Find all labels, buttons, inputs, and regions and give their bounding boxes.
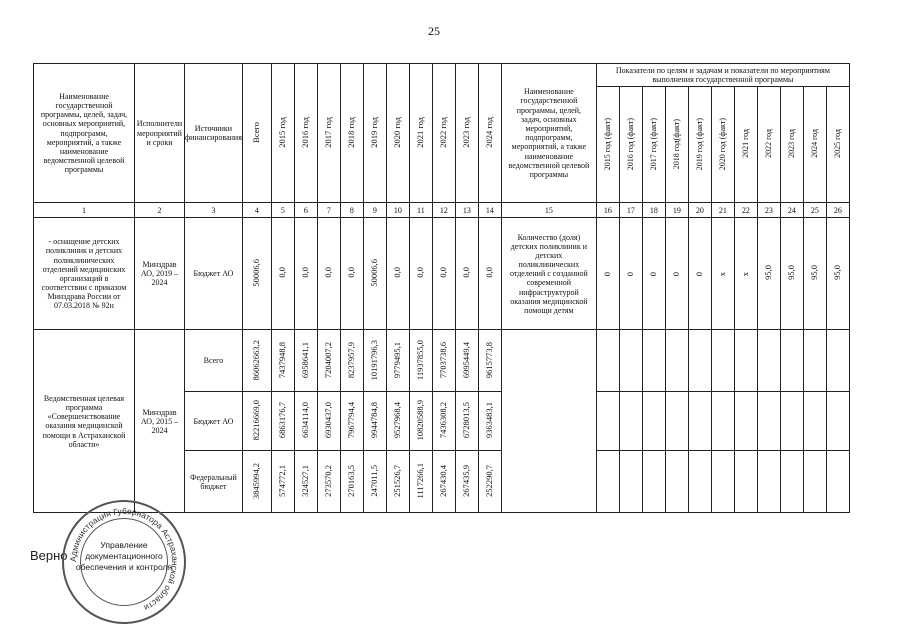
col-number: 7 — [317, 203, 340, 218]
row-year-value: 267430,4 — [437, 464, 448, 497]
column-number-row — [34, 203, 850, 218]
col-number: 18 — [642, 203, 665, 218]
row-year-value: 9615773,8 — [483, 341, 494, 378]
row-year-value: 270163,5 — [345, 464, 356, 497]
row-year-value: 10191796,3 — [368, 339, 379, 380]
row-year-value: 0,0 — [437, 267, 448, 279]
row-indicator-value: 0 — [647, 272, 658, 277]
page-number: 25 — [428, 24, 440, 38]
row-year-value: 8237957,9 — [345, 341, 356, 378]
row-program-name: - оснащение детских поликлиник и детских поликлинических отделений медицинских организаций в соответствии с приказом Минздрава России от 07.03.2018 № 92н — [34, 218, 135, 330]
header-indicator-year: 2023 год — [787, 129, 797, 159]
row-year-value: 7703738,6 — [437, 341, 448, 378]
row-year-value: 0,0 — [483, 267, 494, 279]
col-number: 12 — [432, 203, 455, 218]
row-indicator-value: 0 — [624, 272, 635, 277]
col-number: 1 — [34, 203, 135, 218]
header-year: 2022 год — [437, 116, 448, 148]
header-funding-source: Источники финансирования — [185, 64, 243, 203]
row-year-value: 7204007,2 — [322, 341, 333, 378]
row-executor: Минздрав АО, 2019 – 2024 — [135, 218, 185, 330]
header-indicator-year: 2020 год (факт) — [718, 117, 728, 170]
header-indicator-name: Наименование государственной программы, целей, задач, основных мероприятий, подпрограмм, мероприятий, а также наименование ведомственной целевой программы — [501, 64, 596, 203]
header-indicator-year: 2016 год (факт) — [626, 117, 636, 170]
header-indicator-year: 2025 год — [833, 129, 843, 159]
row-year-value: 273570,2 — [322, 464, 333, 497]
col-number: 24 — [780, 203, 803, 218]
row-year-value: 0,0 — [391, 267, 402, 279]
official-seal — [62, 500, 186, 624]
col-number: 9 — [363, 203, 386, 218]
row-indicator-value: 95,0 — [831, 265, 842, 281]
header-year: 2020 год — [391, 116, 402, 148]
col-number: 26 — [826, 203, 849, 218]
row-year-value: 0,0 — [414, 267, 425, 279]
header-total — [242, 64, 271, 203]
col-number: 14 — [478, 203, 501, 218]
row-year-value: 7437948,8 — [276, 341, 287, 378]
col-number: 8 — [340, 203, 363, 218]
row-year-value: 0,0 — [276, 267, 287, 279]
row-year-value: 50006,6 — [368, 258, 379, 287]
row-year-value: 247011,5 — [368, 465, 379, 497]
program-table — [33, 63, 850, 513]
row-total: 82216669,0 — [250, 400, 261, 441]
row-total: 50006,6 — [250, 258, 261, 287]
row-year-value: 9363483,1 — [483, 402, 494, 439]
row-indicator-value: 95,0 — [762, 265, 773, 281]
row-year-value: 0,0 — [322, 267, 333, 279]
row-indicator-name: Количество (доля) детских поликлиник и детских поликлинических отделений с созданной современной инфраструктурой оказания медицинской помощи детям — [501, 218, 596, 330]
header-indicator-year: 2024 год — [810, 129, 820, 159]
col-number: 11 — [409, 203, 432, 218]
header-year: 2021 год — [414, 116, 425, 148]
header-executors: Исполнители мероприятий и сроки — [135, 64, 185, 203]
row-indicator-value: 0 — [601, 272, 612, 277]
header-year: 2019 год — [368, 116, 379, 148]
row-indicator-empty — [501, 330, 596, 513]
row-year-value: 6863176,7 — [276, 402, 287, 439]
header-year: 2017 год — [322, 116, 333, 148]
header-indicator-year: 2018 год(факт) — [672, 118, 682, 169]
col-number: 13 — [455, 203, 478, 218]
header-indicator-year: 2019 год (факт) — [695, 117, 705, 170]
row-year-value: 574772,1 — [276, 464, 287, 497]
row-funding-source: Бюджет АО — [185, 218, 243, 330]
row-program-name: Ведомственная целевая программа «Совершенствование оказания медицинской помощи в Астраханской области» — [34, 330, 135, 513]
table-row-vcp-total — [34, 330, 850, 392]
header-indicator-year: 2015 год (факт) — [603, 117, 613, 170]
row-indicator-value: х — [716, 272, 727, 277]
col-number: 23 — [757, 203, 780, 218]
col-number: 2 — [135, 203, 185, 218]
col-number: 4 — [242, 203, 271, 218]
header-total-label: Всего — [250, 121, 261, 143]
row-indicator-value: 0 — [693, 272, 704, 277]
header-indicator-year: 2022 год — [764, 129, 774, 159]
header-year: 2023 год — [460, 116, 471, 148]
row-year-value: 6958641,1 — [299, 341, 310, 378]
row-year-value: 0,0 — [460, 267, 471, 279]
row-funding-source: Бюджет АО — [185, 392, 243, 451]
row-year-value: 9779495,1 — [391, 341, 402, 378]
table-row-equipment — [34, 218, 850, 330]
header-indicator-year: 2021 год — [741, 129, 751, 159]
row-total: 3845994,2 — [250, 462, 261, 499]
row-year-value: 7967794,4 — [345, 402, 356, 439]
seal-inner-text: Управление документационного обеспечения и контроля — [75, 540, 173, 572]
header-indicators-title: Показатели по целям и задачам и показатели по мероприятиям выполнения государственной программы — [596, 64, 849, 87]
col-number: 6 — [294, 203, 317, 218]
row-total: 86062663,2 — [250, 339, 261, 380]
row-year-value: 7436308,2 — [437, 402, 448, 439]
col-number: 16 — [596, 203, 619, 218]
row-funding-source: Федеральный бюджет — [185, 451, 243, 513]
row-year-value: 6995449,4 — [460, 341, 471, 378]
row-indicator-value: 95,0 — [785, 265, 796, 281]
row-year-value: 252290,7 — [483, 464, 494, 497]
col-number: 3 — [185, 203, 243, 218]
header-year: 2015 год — [276, 116, 287, 148]
col-number: 19 — [665, 203, 688, 218]
row-indicator-value: 0 — [670, 272, 681, 277]
header-row-top — [34, 64, 850, 87]
col-number: 22 — [734, 203, 757, 218]
row-year-value: 6728013,5 — [460, 402, 471, 439]
row-executor: Минздрав АО, 2015 – 2024 — [135, 330, 185, 513]
row-year-value: 11937855,0 — [414, 339, 425, 380]
row-year-value: 9944784,8 — [368, 402, 379, 439]
seal-ring-label: Администрация Губернатора Астраханской области — [67, 505, 181, 614]
col-number: 10 — [386, 203, 409, 218]
row-year-value: 1117266,1 — [414, 463, 425, 499]
col-number: 15 — [501, 203, 596, 218]
row-year-value: 10820588,9 — [414, 400, 425, 441]
row-year-value: 0,0 — [299, 267, 310, 279]
col-number: 21 — [711, 203, 734, 218]
row-indicator-value: х — [739, 272, 750, 277]
row-funding-source: Всего — [185, 330, 243, 392]
row-year-value: 6930437,0 — [322, 402, 333, 439]
col-number: 25 — [803, 203, 826, 218]
col-number: 5 — [271, 203, 294, 218]
header-indicator-year: 2017 год (факт) — [649, 117, 659, 170]
row-year-value: 6634114,0 — [299, 402, 310, 439]
row-year-value: 324527,1 — [299, 464, 310, 497]
row-year-value: 251526,7 — [391, 464, 402, 497]
row-indicator-value: 95,0 — [808, 265, 819, 281]
header-year: 2018 год — [345, 116, 356, 148]
signature-text: Верно — [30, 548, 68, 563]
header-year: 2016 год — [299, 116, 310, 148]
row-year-value: 9527968,4 — [391, 402, 402, 439]
col-number: 20 — [688, 203, 711, 218]
row-year-value: 267435,9 — [460, 464, 471, 497]
header-program-name: Наименование государственной программы, целей, задач, основных мероприятий, подпрограмм, мероприятий, а также наименование ведомственной целевой программы — [34, 64, 135, 203]
row-year-value: 0,0 — [345, 267, 356, 279]
col-number: 17 — [619, 203, 642, 218]
header-year: 2024 год — [483, 116, 494, 148]
